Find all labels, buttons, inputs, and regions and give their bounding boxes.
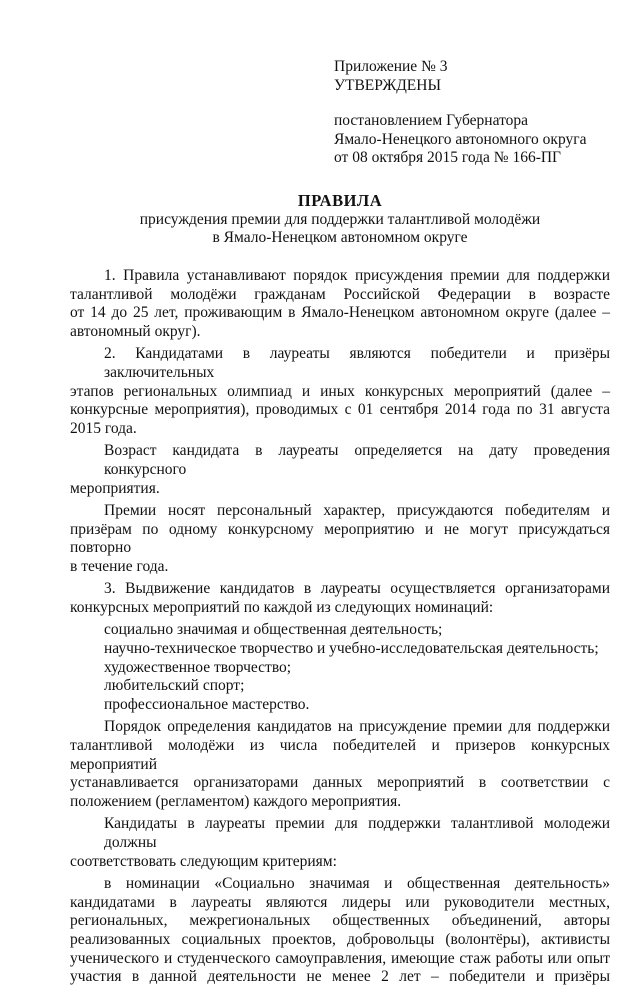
document-body	[70, 267, 610, 991]
paragraph-5	[70, 580, 610, 617]
text-line: Премии носят персональный характер, присуждаются победителям и	[104, 501, 610, 519]
list-item: социально значимая и общественная деятельность;	[104, 621, 443, 639]
paragraph-6	[70, 718, 610, 812]
text-line: талантливой молодёжи гражданам Российской Федерации в возрасте	[70, 285, 610, 303]
text-line: Возраст кандидата в лауреаты определяется на дату проведения конкурсного	[104, 442, 610, 479]
text-line: Кандидаты в лауреаты премии для поддержки талантливой молодежи должны	[104, 815, 610, 851]
appendix-number: Приложение № 3	[334, 58, 448, 75]
paragraph-4	[70, 502, 610, 577]
text-line: талантливой молодёжи из числа победителей и призеров конкурсных мероприятий	[70, 736, 610, 773]
list-item: любительский спорт;	[104, 677, 245, 695]
list-item: научно-техническое творчество и учебно-исследовательская деятельность;	[104, 639, 599, 657]
decree-line: Ямало-Ненецкого автономного округа	[334, 130, 587, 148]
appendix-heading	[334, 58, 624, 95]
approval-block	[334, 58, 624, 168]
text-line: конкурсных мероприятий по каждой из следующих номинаций:	[70, 598, 494, 616]
approved-label: УТВЕРЖДЕНЫ	[334, 76, 441, 94]
nomination-list	[70, 621, 610, 715]
paragraph-8	[70, 875, 610, 987]
text-line: этапов региональных олимпиад и иных конкурсных мероприятий (далее –	[70, 382, 610, 400]
paragraph-7	[70, 815, 610, 871]
text-line: ученического и студенческого самоуправления, имеющие стаж работы или опыт	[70, 949, 610, 967]
decree-line: от 08 октября 2015 года № 166-ПГ	[334, 149, 562, 166]
document-title: ПРАВИЛА	[297, 191, 383, 210]
text-line: 1. Правила устанавливают порядок присуждения премии для поддержки	[104, 267, 610, 284]
text-line: соответствовать следующим критериям:	[70, 852, 337, 870]
text-line: 2015 года.	[70, 420, 137, 438]
text-line: положением (регламентом) каждого мероприятия.	[70, 792, 402, 810]
decree-line: постановлением Губернатора	[334, 112, 529, 129]
document-subtitle-line: присуждения премии для поддержки талантливой молодёжи	[139, 211, 541, 228]
paragraph-2	[70, 345, 610, 439]
text-line: в течение года.	[70, 558, 169, 576]
text-line: региональных, межрегиональных общественных объединений, авторы	[70, 912, 610, 930]
text-line: призёрам по одному конкурсному мероприятию и не могут присуждаться повторно	[70, 520, 610, 557]
document-subtitle-line: в Ямало-Ненецком автономном округе	[212, 229, 468, 246]
text-line: автономный округ).	[70, 323, 201, 341]
decree-reference	[334, 112, 624, 168]
document-title-block	[70, 191, 610, 247]
paragraph-3	[70, 442, 610, 498]
list-item: профессиональное мастерство.	[104, 695, 310, 713]
text-line: от 14 до 25 лет, проживающим в Ямало-Ненецком автономном округе (далее –	[70, 304, 610, 322]
text-line: реализованных социальных проектов, добровольцы (волонтёры), активисты	[70, 930, 610, 948]
list-item: художественное творчество;	[104, 658, 292, 676]
text-line: 3. Выдвижение кандидатов в лауреаты осуществляется организаторами	[104, 580, 610, 598]
text-line: в номинации «Социально значимая и общественная деятельность»	[104, 874, 610, 892]
text-line: Порядок определения кандидатов на присуждение премии для поддержки	[104, 718, 610, 736]
text-line: конкурсные мероприятия), проводимых с 01 сентября 2014 года по 31 августа	[70, 401, 610, 419]
text-line: мероприятия.	[70, 479, 160, 497]
text-line: устанавливается организаторами данных мероприятий в соответствии с	[70, 774, 610, 792]
paragraph-1	[70, 267, 610, 342]
text-line: кандидатами в лауреаты являются лидеры или руководители местных,	[70, 893, 610, 911]
text-line: участия в данной деятельности не менее 2 лет – победители и призёры	[70, 968, 610, 986]
text-line: 2. Кандидатами в лауреаты являются победители и призёры заключительных	[104, 345, 610, 382]
